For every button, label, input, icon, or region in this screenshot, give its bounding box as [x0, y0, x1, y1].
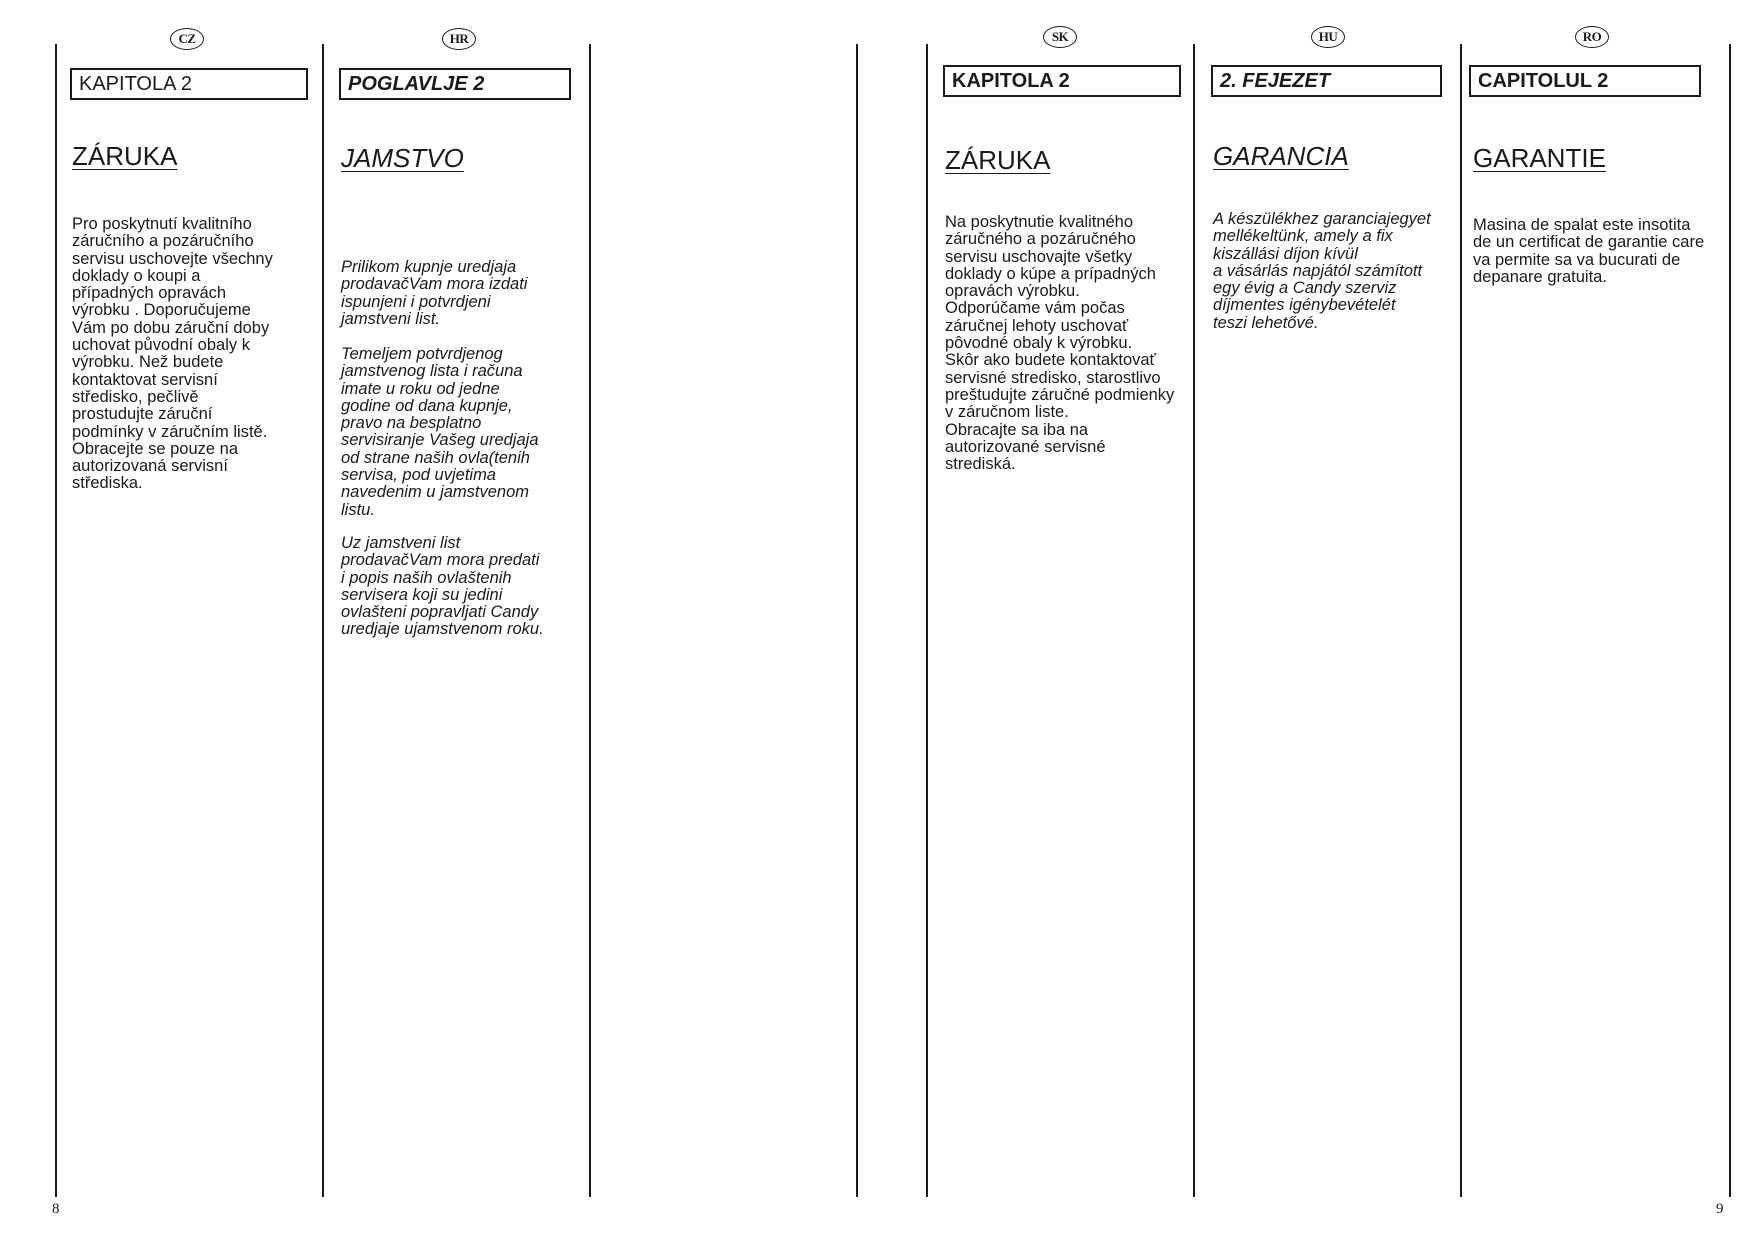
chapter-heading: 2. FEJEZET [1211, 65, 1442, 97]
column-divider [1729, 44, 1731, 1197]
chapter-heading: POGLAVLJE 2 [339, 68, 571, 100]
section-title: ZÁRUKA [945, 145, 1051, 175]
chapter-heading: KAPITOLA 2 [70, 68, 308, 100]
language-badge-ro: RO [1575, 26, 1609, 48]
language-badge-sk: SK [1043, 26, 1077, 48]
section-title: GARANCIA [1213, 141, 1349, 171]
column-divider [322, 44, 324, 1197]
section-title: GARANTIE [1473, 143, 1606, 173]
column-divider [856, 44, 858, 1197]
body-text: Uz jamstveni list prodavačVam mora predati i popis naših ovlaštenih servisera koji su jedini ovlašteni popravljati Candy uredjaje ujamstvenom roku. [341, 534, 544, 639]
body-text: Temeljem potvrdjenog jamstvenog lista i računa imate u roku od jedne godine od dana kupnje, pravo na besplatno servisiranje Vašeg uredjaja od strane naših ovla(tenih servisa, pod uvjetima navedenim u jamstvenom listu. [341, 345, 539, 519]
section-title: ZÁRUKA [72, 141, 178, 171]
chapter-heading: CAPITOLUL 2 [1469, 65, 1701, 97]
column-divider [589, 44, 591, 1197]
body-text: Pro poskytnutí kvalitního záručního a pozáručního servisu uschovejte všechny doklady o koupi a případných opravách výrobku . Doporučujeme Vám po dobu záruční doby uchovat původní obaly k výrobku. Než budete kontaktovat servisní středisko, pečlivě prostudujte záruční podmínky v záručním listě. Obracejte se pouze na autorizovaná servisní střediska. [72, 215, 273, 493]
body-text: A készülékhez garanciajegyet mellékeltünk, amely a fix kiszállási díjon kívül a vásárlás napjától számított egy évig a Candy szerviz díjmentes igénybevételét teszi lehetővé. [1213, 210, 1431, 332]
body-text: Prilikom kupnje uredjaja prodavačVam mora izdati ispunjeni i potvrdjeni jamstveni list. [341, 258, 528, 328]
language-badge-hu: HU [1311, 26, 1345, 48]
chapter-heading: KAPITOLA 2 [943, 65, 1181, 97]
page-number-left: 8 [52, 1201, 60, 1217]
body-text: Masina de spalat este insotita de un certificat de garantie care va permite sa va bucurati de depanare gratuita. [1473, 216, 1705, 286]
column-divider [55, 44, 57, 1197]
section-title: JAMSTVO [341, 143, 464, 173]
column-divider [1193, 44, 1195, 1197]
language-badge-cz: CZ [170, 28, 204, 50]
column-divider [1460, 44, 1462, 1197]
language-badge-hr: HR [442, 28, 476, 50]
column-divider [926, 44, 928, 1197]
page-number-right: 9 [1716, 1201, 1724, 1217]
body-text: Na poskytnutie kvalitného záručného a pozáručného servisu uschovajte všetky doklady o kúpe a prípadných opravách výrobku. Odporúčame vám počas záručnej lehoty uschovať pôvodné obaly k výrobku. Skôr ako budete kontaktovať servisné stredisko, starostlivo preštudujte záručné podmienky v záručnom liste. Obracajte sa iba na autorizované servisné strediská. [945, 213, 1175, 474]
